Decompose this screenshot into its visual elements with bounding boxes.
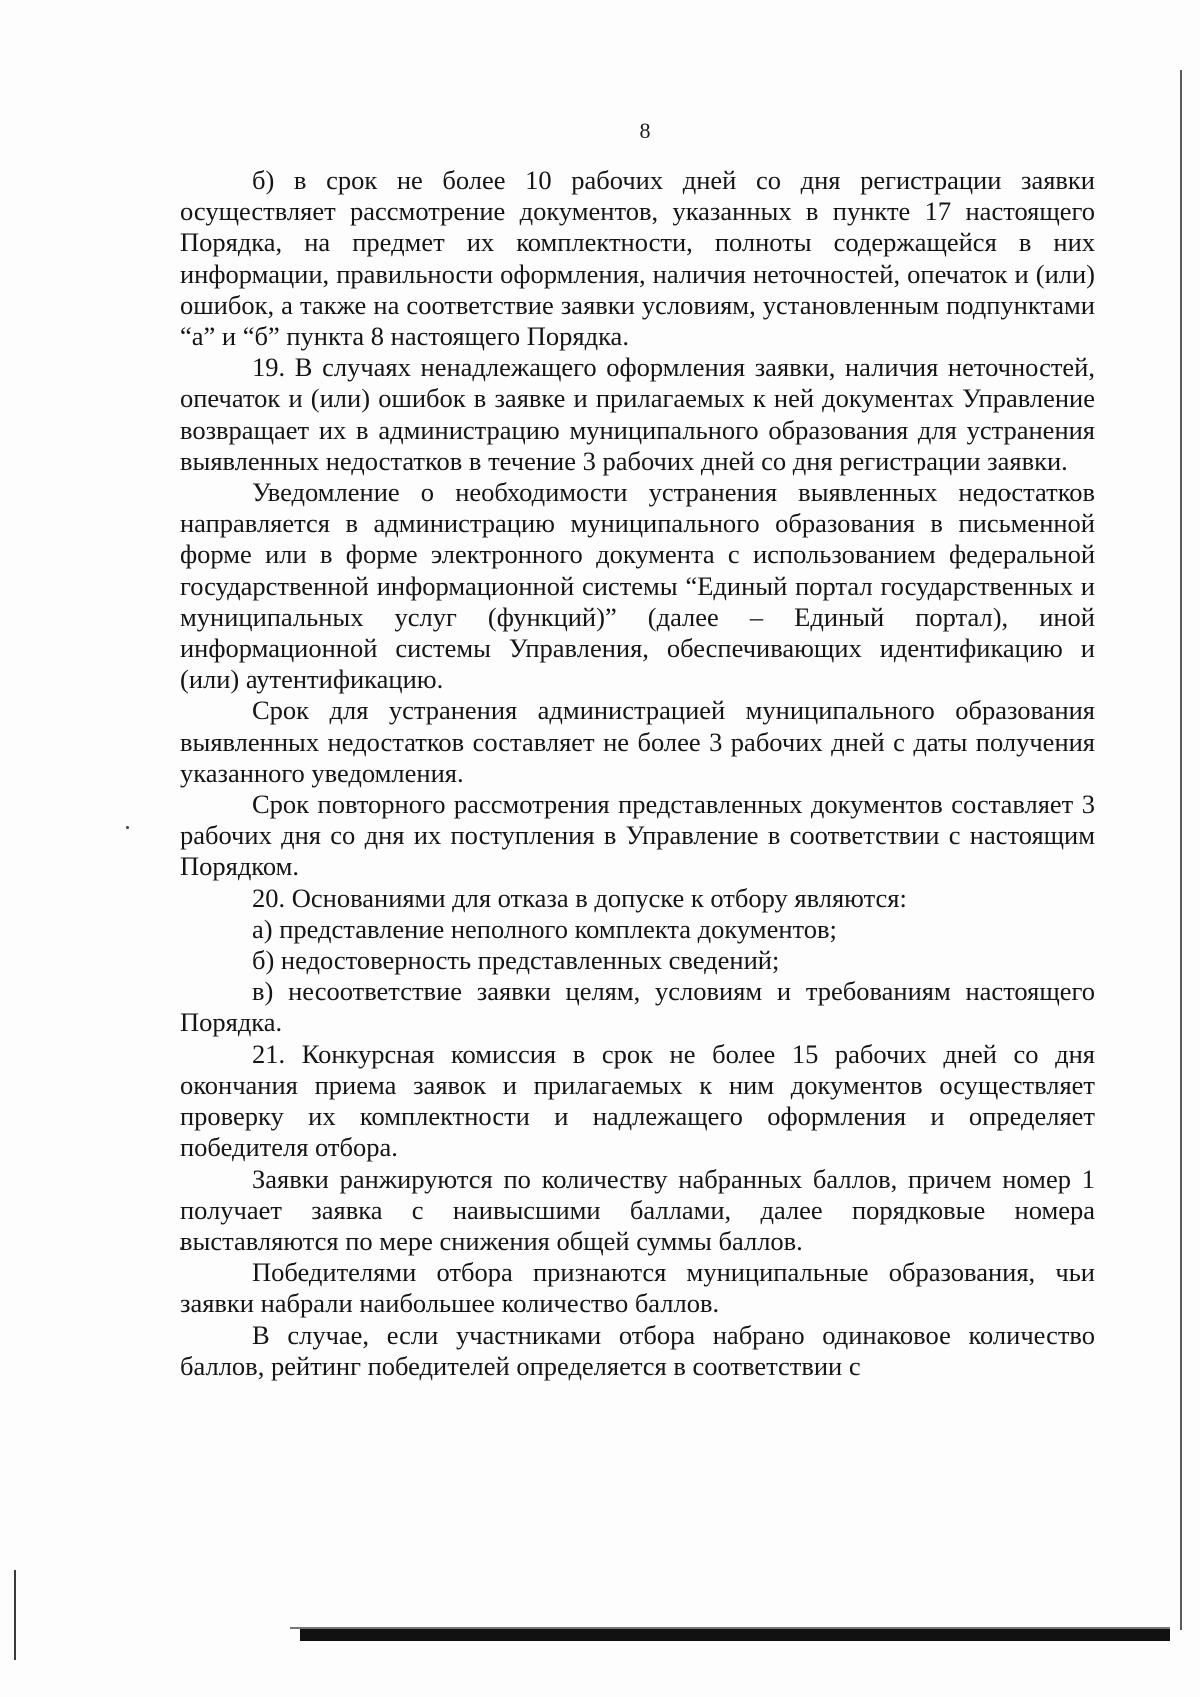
scan-bottom-bar: [300, 1629, 1170, 1641]
paragraph-winners: Победителями отбора признаются муниципальные образования, чьи заявки набрали наибольшее количество баллов.: [180, 1257, 1095, 1319]
scan-edge-left: [14, 1570, 16, 1660]
scan-speck: [126, 826, 129, 829]
paragraph-repeat-review: Срок повторного рассмотрения представленных документов составляет 3 рабочих дня со дня их поступления в Управление в соответствии с настоящим Порядком.: [180, 789, 1095, 882]
paragraph-correction-term: Срок для устранения администрацией муниципального образования выявленных недостатков составляет не более 3 рабочих дней с даты получения указанного уведомления.: [180, 695, 1095, 788]
paragraph-19-return: 19. В случаях ненадлежащего оформления заявки, наличия неточностей, опечаток и (или) ошибок в заявке и прилагаемых к ней документах Управление возвращает их в администрацию муниципального образования для устранения выявленных недостатков в течение 3 рабочих дней со дня регистрации заявки.: [180, 352, 1095, 476]
paragraph-item-b-review: б) в срок не более 10 рабочих дней со дня регистрации заявки осуществляет рассмотрение документов, указанных в пункте 17 настоящего Порядка, на предмет их комплектности, полноты содержащейся в них информации, правильности оформления, наличия неточностей, опечаток и (или) ошибок, а также на соответствие заявки условиям, установленным подпунктами “а” и “б” пункта 8 настоящего Порядка.: [180, 165, 1095, 352]
paragraph-20-refusal-grounds: 20. Основаниями для отказа в допуске к отбору являются:: [252, 882, 907, 913]
page-number: 8: [639, 118, 651, 143]
paragraph-equal-points: В случае, если участниками отбора набрано одинаковое количество баллов, рейтинг победителей определяется в соответствии с: [180, 1319, 1095, 1381]
scan-edge-right: [1180, 70, 1182, 1630]
paragraph-20-v: в) несоответствие заявки целям, условиям и требованиям настоящего Порядка.: [180, 976, 1095, 1038]
paragraph-20-a: а) представление неполного комплекта документов;: [252, 913, 837, 944]
paragraph-ranking: Заявки ранжируются по количеству набранных баллов, причем номер 1 получает заявка с наивысшими баллами, далее порядковые номера выставляются по мере снижения общей суммы баллов.: [180, 1163, 1095, 1256]
body-text: [180, 165, 1095, 1382]
paragraph-21-commission: 21. Конкурсная комиссия в срок не более 15 рабочих дней со дня окончания приема заявок и прилагаемых к ним документов осуществляет проверку их комплектности и надлежащего оформления и определяет победителя отбора.: [180, 1038, 1095, 1163]
paragraph-notification: Уведомление о необходимости устранения выявленных недостатков направляется в администрацию муниципального образования в письменной форме или в форме электронного документа с использованием федеральной государственной информационной системы “Единый портал государственных и муниципальных услуг (функций)” (далее – Единый портал), иной информационной системы Управления, обеспечивающих идентификацию и (или) аутентификацию.: [180, 477, 1095, 695]
paragraph-20-b: б) недостоверность представленных сведений;: [252, 945, 780, 976]
